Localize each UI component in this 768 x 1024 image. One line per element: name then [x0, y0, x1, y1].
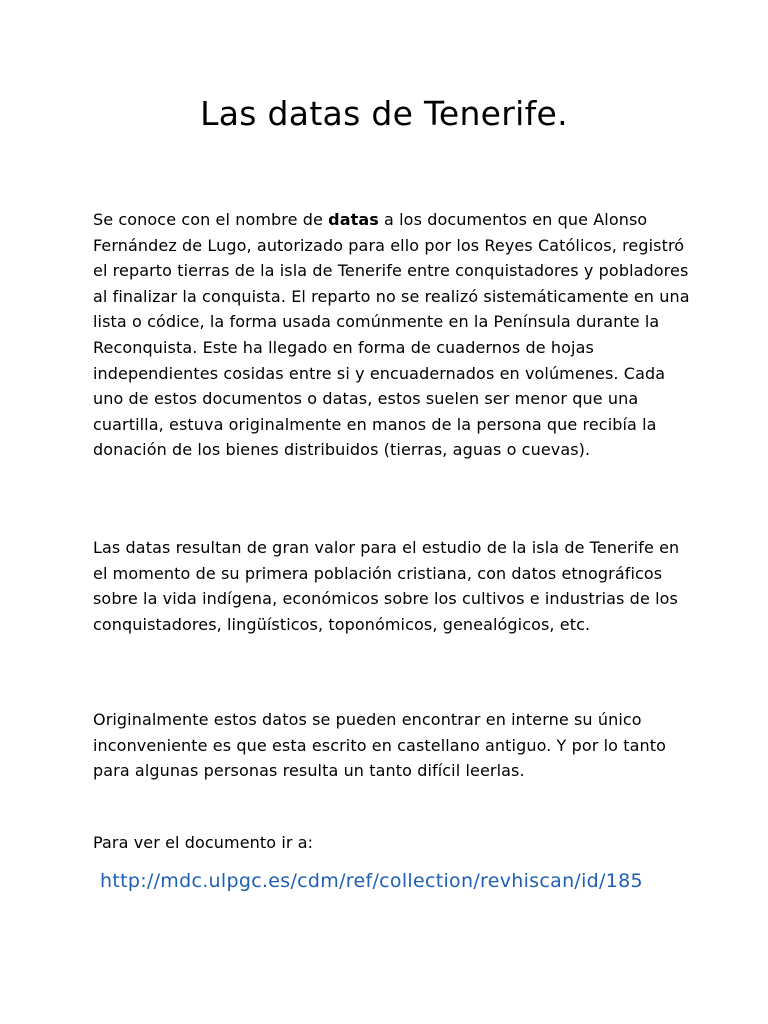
document-link[interactable]: http://mdc.ulpgc.es/cdm/ref/collection/revhiscan/id/185	[100, 870, 643, 892]
document-title: Las datas de Tenerife.	[200, 94, 568, 133]
paragraph-link-intro: Para ver el documento ir a:	[93, 833, 314, 852]
link-line	[100, 866, 720, 896]
paragraph-intro-start: Se conoce con el nombre de	[93, 210, 329, 229]
paragraph-value: Las datas resultan de gran valor para el estudio de la isla de Tenerife en el momento de su primera población cristiana, con datos etnográficos sobre la vida indígena, económicos sobre los cultivos e industrias de los conquistadores, lingüísticos, toponómicos, genealógicos, etc.	[93, 538, 680, 634]
paragraph-intro	[93, 207, 693, 463]
bold-term-datas: datas	[328, 210, 379, 229]
paragraph-origin: Originalmente estos datos se pueden encontrar en interne su único inconveniente es que esta escrito en castellano antiguo. Y por lo tanto para algunas personas resulta un tanto difícil leerlas.	[93, 710, 667, 781]
paragraph-intro-rest: a los documentos en que Alonso Fernández de Lugo, autorizado para ello por los Reyes Católicos, registró el reparto tierras de la isla de Tenerife entre conquistadores y pobladores al finalizar la conquista. El reparto no se realizó sistemáticamente en una lista o códice, la forma usada comúnmente en la Península durante la Reconquista. Este ha llegado en forma de cuadernos de hojas independientes cosidas entre si y encuadernados en volúmenes. Cada uno de estos documentos o datas, estos suelen ser menor que una cuartilla, estuva originalmente en manos de la persona que recibía la donación de los bienes distribuidos (tierras, aguas o cuevas).	[93, 210, 690, 460]
